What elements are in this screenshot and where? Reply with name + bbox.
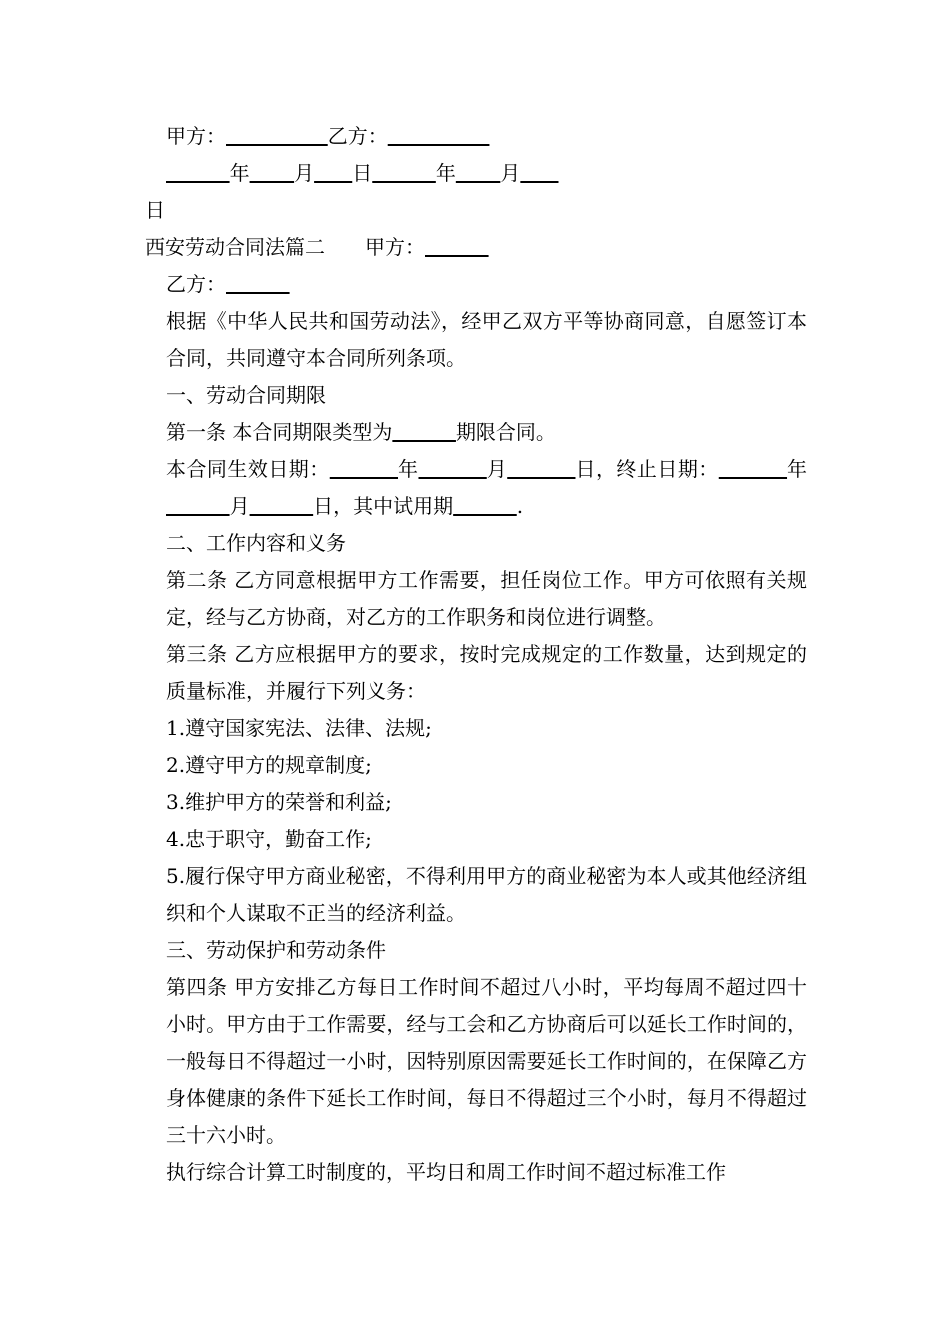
article-text: 期限合同。: [455, 420, 556, 444]
date-text: 月: [500, 161, 521, 185]
text: 年: [398, 457, 419, 481]
party-b-blank: [226, 272, 290, 296]
list-item: 1.遵守国家宪法、法律、法规;: [166, 716, 432, 740]
party-b-label: 乙方：: [327, 124, 388, 148]
text: 月: [229, 494, 250, 518]
blank: [456, 161, 501, 185]
list-item: 4.忠于职守，勤奋工作;: [166, 827, 372, 851]
date-text: 月: [294, 161, 315, 185]
list-item: 3.维护甲方的荣誉和利益;: [166, 790, 392, 814]
article-4: 第四条 甲方安排乙方每日工作时间不超过八小时，平均每周不超过四十小时。甲方由于工作需要，经与工会和乙方协商后可以延长工作时间的，一般每日不得超过一小时，因特别原因需要延长工作时间的，在保障乙方身体健康的条件下延长工作时间，每日不得超过三个小时，每月不得超过三十六小时。: [166, 975, 807, 1147]
effective-date-paragraph: [145, 451, 807, 525]
party-b-blank: [388, 124, 490, 148]
article-1: [145, 414, 807, 451]
text: 日，终止日期：: [575, 457, 719, 481]
blank: [520, 161, 558, 185]
party-a-label: 甲方：: [365, 235, 425, 259]
date-text: 年: [229, 161, 250, 185]
intro-paragraph: 根据《中华人民共和国劳动法》，经甲乙双方平等协商同意，自愿签订本合同，共同遵守本合同所列条项。: [166, 309, 807, 370]
blank: [250, 494, 314, 518]
blank: [372, 161, 436, 185]
blank: [166, 161, 230, 185]
party-a-label: 甲方：: [166, 124, 226, 148]
list-item: 2.遵守甲方的规章制度;: [166, 753, 372, 777]
signature-date-line: [145, 155, 807, 192]
text: 本合同生效日期：: [166, 457, 330, 481]
text: 月: [486, 457, 508, 481]
blank: [418, 457, 486, 481]
article-2: 第二条 乙方同意根据甲方工作需要，担任岗位工作。甲方可依照有关规定，经与乙方协商，对乙方的工作职务和岗位进行调整。: [166, 568, 807, 629]
date-text: 日: [352, 161, 373, 185]
blank: [330, 457, 398, 481]
party-b-label: 乙方：: [166, 272, 226, 296]
section-heading-line: [145, 229, 807, 266]
party-a-blank: [425, 235, 489, 259]
article-3: 第三条 乙方应根据甲方的要求，按时完成规定的工作数量，达到规定的质量标准，并履行下列义务：: [166, 642, 807, 703]
blank: [314, 161, 352, 185]
blank: [719, 457, 787, 481]
section-heading: 二、工作内容和义务: [166, 531, 346, 555]
working-hours-paragraph: 执行综合计算工时制度的，平均日和周工作时间不超过标准工作: [166, 1160, 726, 1184]
party-a-blank: [226, 124, 328, 148]
blank: [250, 161, 295, 185]
list-item: 5.履行保守甲方商业秘密，不得利用甲方的商业秘密为本人或其他经济组织和个人谋取不正当的经济利益。: [166, 864, 807, 925]
section-heading: 三、劳动保护和劳动条件: [166, 938, 386, 962]
article-title: 西安劳动合同法篇二: [145, 235, 325, 259]
blank: [166, 494, 230, 518]
party-b-line: [145, 266, 807, 303]
date-day-wrap: 日: [145, 198, 165, 222]
section-heading: 一、劳动合同期限: [166, 383, 326, 407]
party-signature-line: [145, 118, 807, 155]
blank: [392, 420, 456, 444]
blank: [453, 494, 517, 518]
blank: [507, 457, 575, 481]
article-text: 第一条 本合同期限类型为: [166, 420, 393, 444]
date-text: 年: [435, 161, 456, 185]
text: .: [516, 494, 524, 518]
text: 年: [787, 457, 808, 481]
text: 日，其中试用期: [313, 494, 454, 518]
contract-text: [145, 118, 807, 1191]
